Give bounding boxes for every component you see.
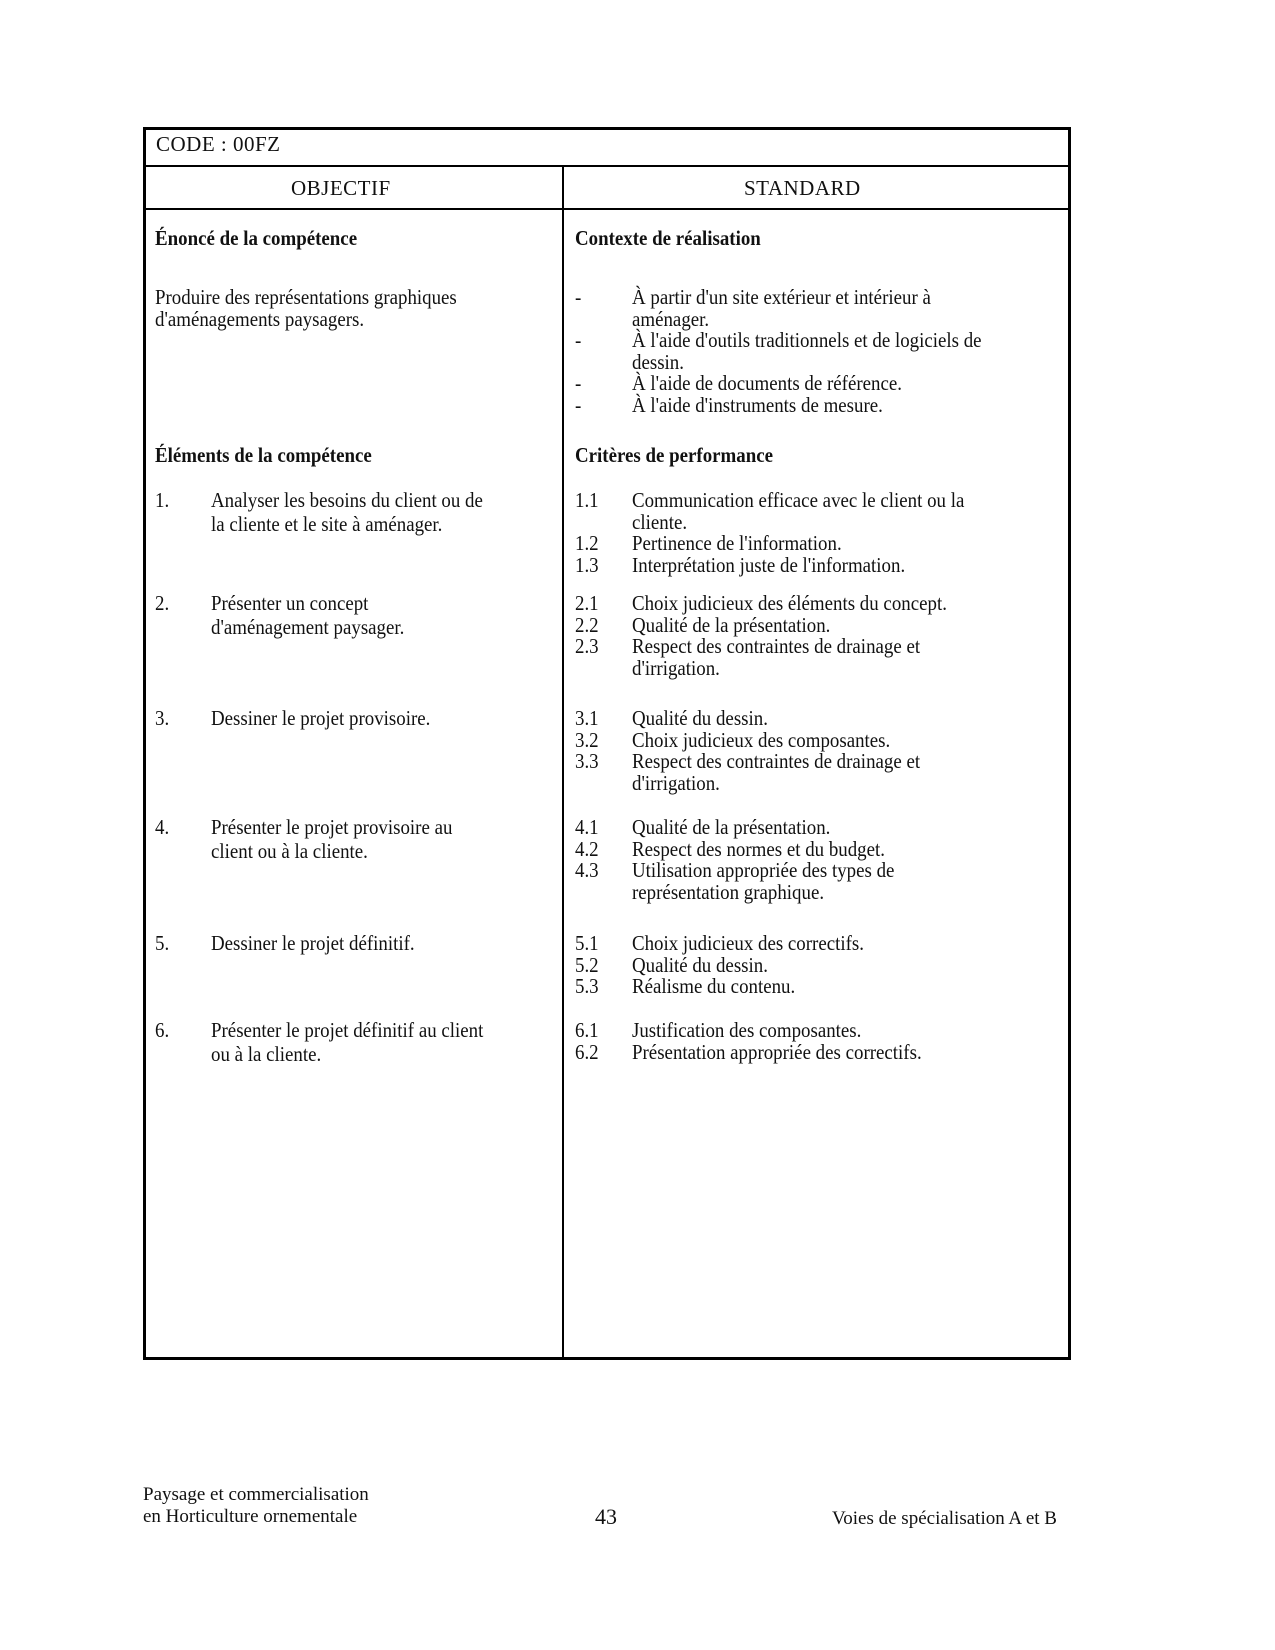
criterion-text-line: Qualité du dessin. bbox=[632, 952, 768, 977]
column-divider bbox=[562, 167, 564, 1357]
criterion-number: 1.1 bbox=[575, 488, 599, 512]
element-number: 2. bbox=[155, 591, 170, 615]
code-label: CODE : 00FZ bbox=[156, 132, 281, 156]
contexte-title: Contexte de réalisation bbox=[575, 226, 761, 250]
bullet-dash: - bbox=[575, 371, 582, 395]
criteres-title: Critères de performance bbox=[575, 443, 774, 467]
footer-left bbox=[143, 1484, 369, 1528]
criterion-number: 5.2 bbox=[575, 952, 599, 977]
criterion-text-line: d'irrigation. bbox=[632, 770, 720, 795]
criterion-text-line: Justification des composantes. bbox=[632, 1018, 862, 1042]
criterion-text-line: Respect des contraintes de drainage et bbox=[632, 749, 921, 773]
header-standard: STANDARD bbox=[744, 176, 861, 200]
criterion-number: 1.3 bbox=[575, 552, 599, 577]
footer-left-line: Paysage et commercialisation bbox=[143, 1484, 369, 1505]
criterion-text-line: Qualité de la présentation. bbox=[632, 612, 831, 637]
criterion-text-line: Choix judicieux des correctifs. bbox=[632, 931, 864, 955]
criterion-number: 2.3 bbox=[575, 634, 599, 658]
criterion-number: 4.2 bbox=[575, 836, 599, 861]
criterion-number: 6.2 bbox=[575, 1039, 599, 1064]
element-number: 1. bbox=[155, 488, 170, 512]
criterion-text-line: Présentation appropriée des correctifs. bbox=[632, 1039, 922, 1064]
enonce-text-line: Produire des représentations graphiques bbox=[155, 285, 457, 309]
contexte-item-line: À partir d'un site extérieur et intérieur à bbox=[632, 285, 931, 309]
criterion-text-line: Interprétation juste de l'information. bbox=[632, 552, 906, 577]
criterion-number: 3.1 bbox=[575, 706, 599, 730]
elements-title: Éléments de la compétence bbox=[155, 443, 372, 467]
bullet-dash: - bbox=[575, 392, 582, 417]
criterion-number: 2.2 bbox=[575, 612, 599, 637]
enonce-text-line: d'aménagements paysagers. bbox=[155, 306, 365, 331]
footer-right: Voies de spécialisation A et B bbox=[832, 1508, 1057, 1529]
contexte-item-line: À l'aide de documents de référence. bbox=[632, 371, 902, 395]
criterion-text-line: Pertinence de l'information. bbox=[632, 531, 842, 555]
criterion-number: 4.3 bbox=[575, 858, 599, 882]
criterion-text-line: Réalisme du contenu. bbox=[632, 974, 796, 998]
criterion-number: 1.2 bbox=[575, 531, 599, 555]
criterion-number: 6.1 bbox=[575, 1018, 599, 1042]
element-text-line: Dessiner le projet provisoire. bbox=[211, 706, 431, 730]
bullet-dash: - bbox=[575, 285, 582, 309]
element-text-line: Présenter le projet provisoire au bbox=[211, 815, 453, 839]
criterion-text-line: représentation graphique. bbox=[632, 879, 825, 904]
criterion-number: 3.3 bbox=[575, 749, 599, 773]
element-text-line: client ou à la cliente. bbox=[211, 838, 368, 863]
criterion-text-line: Respect des normes et du budget. bbox=[632, 836, 885, 861]
criterion-text-line: Qualité de la présentation. bbox=[632, 815, 831, 839]
element-number: 3. bbox=[155, 706, 170, 730]
contexte-item-line: À l'aide d'outils traditionnels et de logiciels de bbox=[632, 328, 982, 352]
criterion-text-line: Choix judicieux des composantes. bbox=[632, 727, 891, 752]
element-number: 5. bbox=[155, 931, 170, 955]
criterion-text-line: Respect des contraintes de drainage et bbox=[632, 634, 921, 658]
header-objectif: OBJECTIF bbox=[291, 176, 391, 200]
bullet-dash: - bbox=[575, 328, 582, 352]
criterion-number: 2.1 bbox=[575, 591, 599, 615]
element-text-line: Analyser les besoins du client ou de bbox=[211, 488, 483, 512]
divider bbox=[146, 208, 1068, 210]
criterion-text-line: cliente. bbox=[632, 509, 688, 534]
footer-left-line: en Horticulture ornementale bbox=[143, 1506, 358, 1527]
criterion-text-line: Qualité du dessin. bbox=[632, 706, 768, 730]
criterion-text-line: Choix judicieux des éléments du concept. bbox=[632, 591, 947, 615]
page-number: 43 bbox=[595, 1504, 617, 1529]
criterion-number: 5.1 bbox=[575, 931, 599, 955]
criterion-text-line: d'irrigation. bbox=[632, 655, 720, 680]
element-text-line: Présenter un concept bbox=[211, 591, 369, 615]
element-text-line: Dessiner le projet définitif. bbox=[211, 931, 415, 955]
element-number: 4. bbox=[155, 815, 170, 839]
element-text-line: la cliente et le site à aménager. bbox=[211, 511, 443, 536]
criterion-text-line: Utilisation appropriée des types de bbox=[632, 858, 895, 882]
element-number: 6. bbox=[155, 1018, 170, 1042]
contexte-item-line: aménager. bbox=[632, 306, 710, 331]
element-text-line: d'aménagement paysager. bbox=[211, 614, 405, 639]
contexte-item-line: dessin. bbox=[632, 349, 684, 374]
divider bbox=[146, 165, 1068, 167]
contexte-item-line: À l'aide d'instruments de mesure. bbox=[632, 392, 883, 417]
element-text-line: Présenter le projet définitif au client bbox=[211, 1018, 484, 1042]
criterion-number: 3.2 bbox=[575, 727, 599, 752]
criterion-text-line: Communication efficace avec le client ou la bbox=[632, 488, 965, 512]
element-text-line: ou à la cliente. bbox=[211, 1041, 322, 1066]
criterion-number: 5.3 bbox=[575, 974, 599, 998]
criterion-number: 4.1 bbox=[575, 815, 599, 839]
enonce-title: Énoncé de la compétence bbox=[155, 226, 358, 250]
